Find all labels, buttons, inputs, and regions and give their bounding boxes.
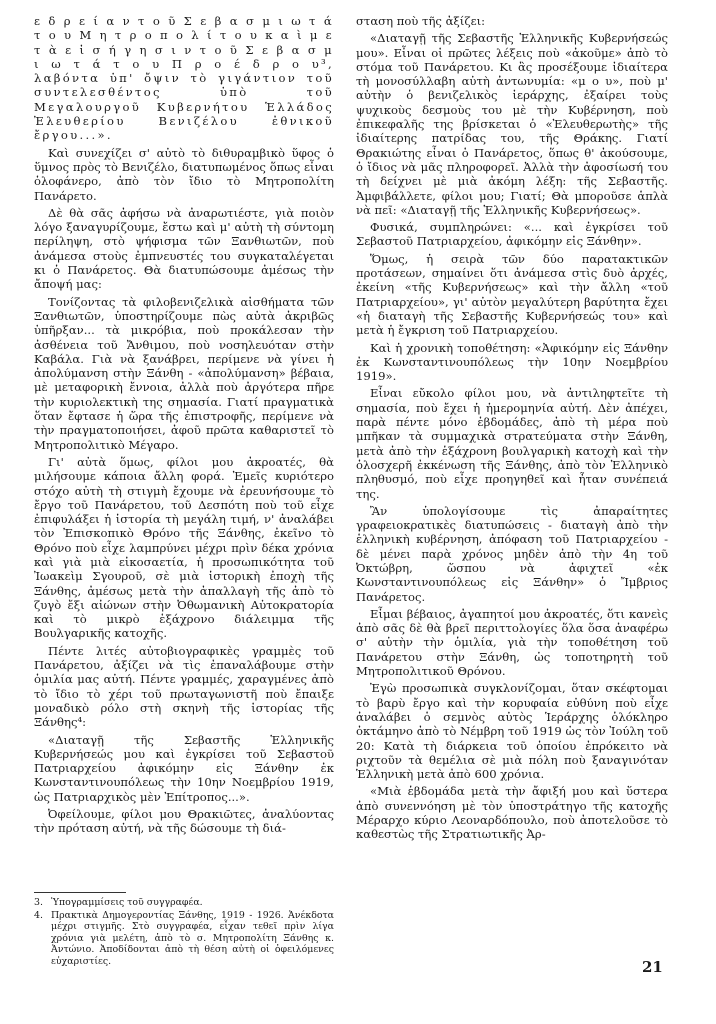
paragraph: Τονίζοντας τὰ φιλοβενιζελικὰ αἰσθήματα τῶν Ξανθιωτῶν, ὑποστηρίζουμε πὼς αὐτὰ ἀκριβῶς ὑπῆρξαν... τὰ μικρόβια, ποὺ προκάλεσαν τὴν ἀσθένεια τοῦ Ἄνθιμου, ποὺ νοσηλευόταν στὴν Καβάλα. Γιὰ νὰ ξανάβρει, περίμενε νὰ γίνει ἡ ἀπολύμανση στὴν Ξάνθη - «ἀπολύμανση» βέβαια, μὲ μεταφορικὴ ἔννοια, ἀλλὰ ποὺ ἀργότερα πῆρε τὴν κυριολεκτικὴ της σημασία. Γιατί πραγματικὰ ὅταν ἔφτασε ἡ ὥρα τῆς ἐπιστροφῆς, περίμενε νὰ τὴν πραγματοποιήσει, ἀφοῦ πρῶτα καθαριστεῖ τὸ Μητροπολιτικὸ Μέγαρο.: [34, 294, 334, 452]
paragraph: Φυσικά, συμπληρώνει: «... καὶ ἐγκρίσει τοῦ Σεβαστοῦ Πατριαρχείου, ἀφικόμην εἰς Ξάνθην».: [356, 220, 668, 249]
paragraph: Καὶ συνεχίζει σ' αὐτὸ τὸ διθυραμβικὸ ὕφος ὁ ὕμνος πρὸς τὸ Βενιζέλο, διατυπωμένος ὅπως εἶναι ὁλοφάνερο, ἀπὸ τὸν ἴδιο τὸ Μητροπολίτη Πανάρετο.: [34, 145, 334, 203]
left-text-column: [34, 14, 334, 839]
paragraph: Ὅμως, ἡ σειρὰ τῶν δύο παρατακτικῶν προτάσεων, σημαίνει ὅτι ἀνάμεσα στὶς δυὸ ἀρχές, ἐκείνη «τῆς Κυβερνήσεως» καὶ τὴν ἄλλη «τοῦ Πατριαρχείου», γι' αὐτὸν μεγαλύτερη βαρύτητα ἔχει «ἡ διαταγὴ τῆς Σεβαστῆς Κυβερνήσεώς του» καὶ μετὰ ἡ ἔγκριση τοῦ Πατριαρχείου.: [356, 251, 668, 338]
footnote-rule: [34, 892, 126, 893]
paragraph: Ἂν ὑπολογίσουμε τὶς ἀπαραίτητες γραφειοκρατικὲς διατυπώσεις - διαταγὴ ἀπὸ τὴν ἑλληνικὴ κυβέρνηση, ἀπόφαση τοῦ Πατριαρχείου - δὲ μένει παρὰ χρόνος μηδὲν ἀπὸ τὴν 4η τοῦ Ὀκτώβρη, ὥσπου νὰ ἀφιχτεῖ «ἐκ Κωνσταντινουπόλεως εἰς Ξάνθην» ὁ Ἴμβριος Πανάρετος.: [356, 503, 668, 604]
quote-paragraph: «Μιὰ ἑβδομάδα μετὰ τὴν ἄφιξή μου καὶ ὕστερα ἀπὸ συνεννόηση μὲ τὸν ὑποστράτηγο τῆς κατοχῆς Μέραρχο κύριο Λεοναρδόπουλο, ποὺ ἀποτελοῦσε τὸ καθεστὼς τῆς Στρατιωτικῆς Ἀρ-: [356, 784, 668, 842]
paragraph: Εἶμαι βέβαιος, ἀγαπητοί μου ἀκροατές, ὅτι κανεὶς ἀπὸ σᾶς δὲ θὰ βρεῖ περιττολογίες ὅλα ὅσα ἀναφέρω σ' αὐτὴν τὴν ὁμιλία, γιὰ τὴν τοποθέτηση τοῦ Πανάρετου στὴν Ξάνθη, ὡς τοποτηρητὴ τοῦ Μητροπολιτικοῦ Θρόνου.: [356, 606, 668, 679]
footnote-number: 3.: [34, 897, 43, 908]
paragraph: Γι' αὐτὰ ὅμως, φίλοι μου ἀκροατές, θὰ μιλήσουμε κάποια ἄλλη φορά. Ἐμεῖς κυριότερο στόχο αὐτὴ τὴ στιγμὴ ἔχουμε νὰ ἐρευνήσουμε τὸ ἔργο τοῦ Πανάρετου, τοῦ Δεσπότη ποὺ τοῦ εἶχε ἐπιφυλάξει ἡ ἱστορία τὴ μεγάλη τιμή, ν' ἀναλάβει τὸν Ἐπισκοπικὸ Θρόνο τῆς Ξάνθης, ἐκεῖνο τὸ Θρόνο ποὺ εἶχε λαμπρύνει μέχρι πρὶν δέκα χρόνια καὶ γιὰ μιὰ εἰκοσαετία, ἡ προσωπικότητα τοῦ Ἰωακεὶμ Σγουροῦ, σὲ μιὰ ἱστορικὴ ἐποχὴ τῆς Ξάνθης, ἀμέσως μετὰ τὴν ἀπαλλαγὴ τῆς ἀπὸ τὸ ζυγὸ ἔξι αἰώνων στὴν Ὀθωμανικὴ Αὐτοκρατορία καὶ τὸ μικρὸ ἑξάχρονο διάλειμμα τῆς Βουλγαρικῆς κατοχῆς.: [34, 454, 334, 641]
paragraph: Καὶ ἡ χρονικὴ τοποθέτηση: «Ἀφικόμην εἰς Ξάνθην ἐκ Κωνσταντινουπόλεως τὴν 10ην Νοεμβρίου 1919».: [356, 340, 668, 384]
footnotes: [34, 892, 334, 969]
paragraph: Ἐγὼ προσωπικὰ συγκλονίζομαι, ὅταν σκέφτομαι τὸ βαρὺ ἔργο καὶ τὴν κορυφαία εὐθύνη ποὺ εἶχε ἀναλάβει ὁ σεμνὸς αὐτὸς Ἱεράρχης ὁλόκληρο ὀκτάμηνο ἀπὸ τὸ Νέμβρη τοῦ 1919 ὡς τὸν Ἰούλη τοῦ 20: Κατὰ τὴ διάρκεια τοῦ ὁποίου ἐπρόκειτο νὰ ριχτοῦν τὰ θεμέλια σὲ μιὰ πόλη ποὺ ξαναγινόταν Ἑλληνικὴ μετὰ ἀπὸ 600 χρόνια.: [356, 681, 668, 782]
paragraph: σταση ποὺ τῆς ἀξίζει:: [356, 14, 486, 28]
quote-paragraph: «Διαταγῇ τῆς Σεβαστῆς Ἑλληνικῆς Κυβερνήσεώς μου καὶ ἐγκρίσει τοῦ Σεβαστοῦ Πατριαρχείου ἀφικόμην εἰς Ξάνθην ἐκ Κωνσταντινουπόλεως τὴν 10ην Νοεμβρίου 1919, ὡς Πατριαρχικὸς μὲν Ἐπίτροπος...».: [34, 732, 334, 804]
footnote-text: Ὑπογραμμίσεις τοῦ συγγραφέα.: [51, 897, 203, 908]
footnote-number: 4.: [34, 909, 43, 921]
paragraph: ε δ ρ ε ί α ν τ ο ῦ Σ ε β α σ μ ι ω τ ά τ ο υ Μ η τ ρ ο π ο λ ί τ ο υ κ α ὶ μ ε τ ὰ ε ἰ σ ή γ η σ ι ν τ ο ῦ Σ ε β α σ μ ι ω τ ά τ ο υ Π ρ ο έ δ ρ ο υ³, λαβόντα ὑπ' ὄψιν τὸ γιγάντιον τοῦ συντελεσθέντος ὑπὸ τοῦ Μεγαλουργοῦ Κυβερνήτου Ἑλλάδος Ἐλευθερίου Βενιζέλου ἐθνικοῦ ἔργου...».: [34, 14, 334, 143]
paragraph: «Διαταγῇ τῆς Σεβαστῆς Ἑλληνικῆς Κυβερνήσεώς μου». Εἶναι οἱ πρῶτες λέξεις ποὺ «ἀκοῦμε» ἀπὸ τὸ στόμα τοῦ Πανάρετου. Κι ἂς προσέξουμε ἰδιαίτερα τὴ μονοσύλλαβη αὐτὴ ἀντωνυμία: «μ ο υ», ποὺ μ' αὐτὴν ὁ βενιζελικὸς ἱεράρχης, ἐξαίρει τοὺς ψυχικοὺς δεσμοὺς του μὲ τὴν Κυβέρνηση, ποὺ ἐπικεφαλῆς της βρίσκεται ὁ «Ἐλευθερωτὴς» τῆς ἰδιαίτερης πατρίδας του, τῆς Θράκης. Γιατί Θρακιώτης εἶναι ὁ Πανάρετος, ὅπως θ' ἀκούσουμε, ὁ ἴδιος νὰ μᾶς πληροφορεῖ. Ἀλλὰ τὴν ἀφοσίωσή του τὴ δείχνει μὲ μιὰ ἀκόμη λέξη: τῆς Σεβαστῆς. Ἀμφιβάλλετε, φίλοι μου; Γιατί; Θὰ μποροῦσε ἁπλὰ νὰ πεῖ: «Διαταγῇ τῆς Ἑλληνικῆς Κυβερνήσεως».: [356, 31, 668, 217]
footnote-text: Πρακτικὰ Δημογεροντίας Ξάνθης, 1919 - 1926. Ἀνέκδοτα μέχρι στιγμῆς. Στὸ συγγραφέα, εἶχαν τεθεῖ πρὶν λίγα χρόνια γιὰ μελέτη, ἀπὸ τὸ σ. Μητροπολίτη Ξάνθης κ. Ἀντώνιο. Ἀποδίδονται ἀπὸ τὴ θέση αὐτὴ οἱ ὀφειλόμενες εὐχαριστίες.: [51, 909, 334, 967]
paragraph: Εἶναι εὔκολο φίλοι μου, νὰ ἀντιληφτεῖτε τὴ σημασία, ποὺ ἔχει ἡ ἡμερομηνία αὐτή. Δὲν ἀπέχει, παρὰ πέντε μόνο ἑβδομάδες, ἀπὸ τὴ μέρα ποὺ μπῆκαν τὰ συμμαχικὰ στρατεύματα στὴν Ξάνθη, μετὰ ἀπὸ τὴν ἑξάχρονη βουλγαρικὴ κατοχὴ καὶ τὴν ὁλοσχερῆ ἐκκένωση τῆς Ξάνθης, ἀπὸ τὸν Ἑλληνικὸ πληθυσμό, ποὺ εἶχε προηγηθεῖ καὶ ἦταν συνέπειά της.: [356, 386, 668, 501]
paragraph: Ὀφείλουμε, φίλοι μου Θρακιῶτες, ἀναλύοντας τὴν πρόταση αὐτή, νὰ τῆς δώσουμε τὴ διά-: [34, 807, 334, 836]
footnote: [34, 910, 334, 968]
paragraph: Δὲ θὰ σᾶς ἀφήσω νὰ ἀναρωτιέστε, γιὰ ποιὸν λόγο ξαναγυρίζουμε, ἔστω καὶ μ' αὐτὴ τὴ σύντομη περίληψη, στὸ ψήφισμα τῶν Ξανθιωτῶν, ποὺ ἀνάμεσα στοὺς ἐμπνευστές του συγκαταλέγεται κι ὁ Πανάρετος. Θὰ διατυπώσουμε ἀμέσως τὴν ἄποψή μας:: [34, 205, 334, 292]
right-text-column: [356, 14, 668, 845]
page-number: 21: [642, 958, 663, 976]
footnote: [34, 897, 334, 909]
paragraph: Πέντε λιτές αὐτοβιογραφικὲς γραμμὲς τοῦ Πανάρετου, ἀξίζει νὰ τὶς ἐπαναλάβουμε στὴν ὁμιλία μας αὐτή. Πέντε γραμμές, χαραγμένες ἀπὸ τὸ ἴδιο τὸ χέρι τοῦ πρωταγωνιστῆ ποὺ ἔπαιξε μοναδικὸ ρόλο στὴ σκηνὴ τῆς ἱστορίας τῆς Ξάνθης⁴:: [34, 643, 334, 730]
